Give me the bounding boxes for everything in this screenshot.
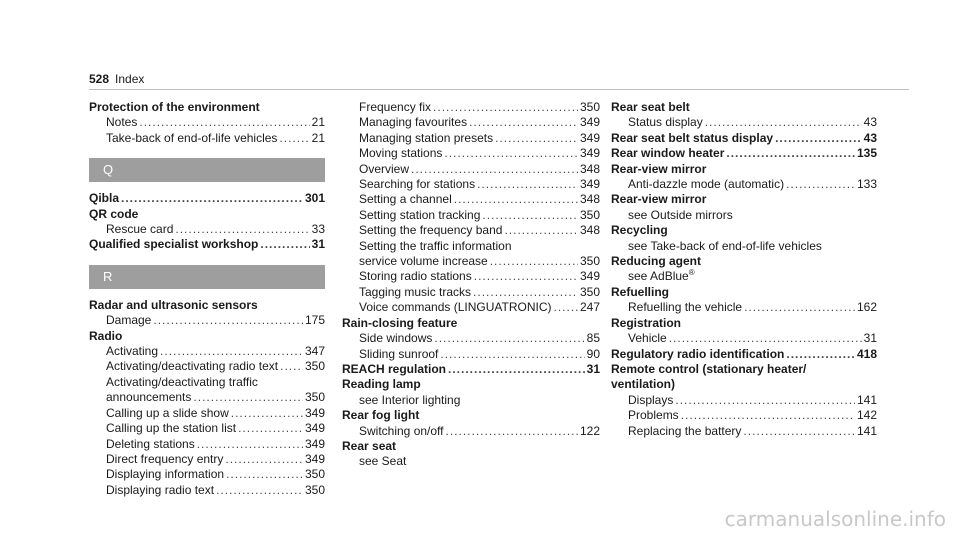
index-see-also — [611, 269, 877, 284]
page-reference[interactable]: 349 — [304, 405, 325, 420]
index-entry — [89, 222, 325, 237]
index-see-also — [342, 454, 600, 469]
dot-leader — [225, 452, 303, 467]
entry-text: Deleting stations — [106, 436, 195, 451]
dot-leader — [139, 115, 309, 130]
entry-text: Protection of the environment — [89, 100, 260, 114]
entry-text: Activating/deactivating traffic — [106, 374, 258, 389]
index-entry — [89, 115, 325, 130]
entry-text: Radar and ultrasonic sensors — [89, 297, 258, 312]
entry-text: Damage — [106, 313, 152, 328]
page-reference[interactable]: 350 — [304, 390, 325, 405]
index-see-also — [89, 375, 325, 390]
entry-text: see Take-back of end-of-life vehicles — [628, 238, 822, 253]
entry-text: see Interior lighting — [359, 392, 461, 407]
page-reference[interactable]: 350 — [304, 467, 325, 482]
index-column-2 — [342, 100, 600, 470]
index-entry — [89, 467, 325, 482]
dot-leader — [440, 347, 584, 362]
dot-leader — [444, 146, 578, 161]
entry-text: Setting a channel — [359, 192, 452, 207]
dot-leader — [280, 359, 303, 374]
index-entry — [89, 344, 325, 359]
entry-text: Setting station tracking — [359, 207, 481, 222]
index-entry — [611, 408, 877, 423]
entry-text: Frequency fix — [359, 100, 432, 114]
index-heading — [342, 316, 600, 331]
dot-leader — [744, 300, 855, 315]
watermark: carmanualsonline.info — [724, 507, 946, 531]
page-reference[interactable]: 350 — [579, 284, 600, 299]
index-heading-entry — [611, 131, 877, 146]
entry-text: see Seat — [359, 454, 407, 469]
entry-text: see Outside mirrors — [628, 207, 733, 222]
entry-text: Refuelling — [611, 284, 670, 299]
dot-leader — [473, 285, 578, 300]
section-title: Index — [115, 72, 145, 86]
entry-text: Vehicle — [628, 331, 667, 346]
entry-text: Storing radio stations — [359, 269, 472, 284]
page-reference[interactable]: 348 — [579, 161, 600, 176]
dot-leader — [474, 269, 578, 284]
entry-text: Sliding sunroof — [359, 346, 439, 361]
index-column-1 — [89, 100, 325, 498]
dot-leader — [231, 406, 303, 421]
index-see-also — [611, 239, 877, 254]
index-entry — [89, 131, 325, 146]
dot-leader — [726, 146, 855, 161]
entry-text: Notes — [106, 115, 138, 130]
page-reference[interactable]: 349 — [579, 146, 600, 161]
entry-text: Rear-view mirror — [611, 161, 707, 176]
page-reference[interactable]: 43 — [863, 130, 877, 145]
entry-text: Remote control (stationary heater/ — [611, 361, 807, 376]
dot-leader — [554, 300, 578, 315]
index-heading — [611, 254, 877, 269]
index-entry — [611, 424, 877, 439]
index-entry — [342, 223, 600, 238]
entry-text: Activating — [106, 344, 159, 359]
page-reference[interactable]: 162 — [856, 300, 877, 315]
entry-text: Overview — [359, 161, 410, 176]
entry-text: Rear seat belt status display — [611, 130, 774, 145]
entry-text: Regulatory radio identification — [611, 346, 785, 361]
index-entry — [342, 285, 600, 300]
entry-text: Radio — [89, 328, 123, 343]
index-entry — [342, 115, 600, 130]
index-entry — [342, 177, 600, 192]
page-reference[interactable]: 175 — [304, 313, 325, 328]
entry-text: Status display — [628, 115, 703, 130]
dot-leader — [193, 390, 303, 405]
entry-text: Recycling — [611, 223, 668, 238]
entry-text: see AdBlue — [628, 269, 689, 284]
entry-text: Displaying radio text — [106, 482, 215, 497]
index-heading — [611, 192, 877, 207]
index-entry — [342, 192, 600, 207]
entry-text: Rear window heater — [611, 146, 725, 161]
page-reference[interactable]: 21 — [311, 130, 325, 145]
index-entry — [89, 359, 325, 374]
index-entry — [89, 421, 325, 436]
dot-leader — [705, 115, 862, 130]
dot-leader — [433, 100, 578, 115]
page-reference[interactable]: 348 — [579, 192, 600, 207]
page-reference[interactable]: 141 — [856, 392, 877, 407]
page-reference[interactable]: 350 — [579, 100, 600, 114]
index-heading-entry — [611, 347, 877, 362]
entry-text: Take-back of end-of-life vehicles — [106, 130, 278, 145]
index-entry — [611, 115, 877, 130]
index-entry — [89, 406, 325, 421]
entry-text: ventilation) — [611, 377, 676, 392]
entry-text: Displays — [628, 392, 674, 407]
entry-text: Direct frequency entry — [106, 451, 224, 466]
page-reference[interactable]: 122 — [579, 423, 600, 438]
index-heading-entry — [89, 191, 325, 206]
dot-leader — [446, 424, 578, 439]
index-heading — [611, 223, 877, 238]
index-entry — [89, 390, 325, 405]
dot-leader — [434, 331, 584, 346]
page-reference[interactable]: 349 — [304, 436, 325, 451]
entry-text: Rear-view mirror — [611, 192, 707, 207]
page-reference[interactable]: 349 — [579, 115, 600, 130]
page-reference[interactable]: 349 — [579, 177, 600, 192]
index-heading — [89, 329, 325, 344]
entry-text: Voice commands (LINGUATRONIC) — [359, 300, 552, 315]
dot-leader — [175, 222, 309, 237]
page-reference[interactable]: 350 — [304, 359, 325, 374]
index-entry — [342, 347, 600, 362]
entry-text: Managing station presets — [359, 130, 494, 145]
dot-leader — [743, 424, 855, 439]
index-entry — [342, 331, 600, 346]
dot-leader — [469, 115, 578, 130]
index-entry — [89, 437, 325, 452]
index-see-also — [611, 208, 877, 223]
entry-text: Anti-dazzle mode (automatic) — [628, 177, 785, 192]
entry-text: Activating/deactivating radio text — [106, 359, 279, 374]
entry-text: Reducing agent — [611, 254, 702, 269]
index-entry — [342, 162, 600, 177]
entry-text: Rear fog light — [342, 408, 420, 423]
page-reference[interactable]: 31 — [586, 361, 600, 376]
index-heading — [342, 439, 600, 454]
dot-leader — [681, 408, 855, 423]
index-entry — [342, 131, 600, 146]
index-entry — [611, 177, 877, 192]
page-reference[interactable]: 31 — [311, 237, 325, 252]
entry-text: REACH regulation — [342, 361, 447, 376]
page-number: 528 — [89, 72, 110, 86]
entry-text: Qualified specialist workshop — [89, 237, 259, 252]
entry-text: Refuelling the vehicle — [628, 300, 743, 315]
entry-text: QR code — [89, 206, 139, 221]
index-column-3 — [611, 100, 877, 439]
index-entry — [342, 146, 600, 161]
entry-text: announcements — [106, 390, 192, 405]
entry-text: Displaying information — [106, 467, 225, 482]
entry-text: Searching for stations — [359, 177, 476, 192]
index-heading — [611, 377, 877, 392]
page-reference[interactable]: 348 — [579, 223, 600, 238]
index-entry — [342, 208, 600, 223]
dot-leader — [260, 237, 309, 252]
index-entry — [342, 269, 600, 284]
dot-leader — [786, 177, 855, 192]
entry-text: Reading lamp — [342, 377, 421, 392]
entry-text: Registration — [611, 315, 682, 330]
page-reference[interactable]: 247 — [579, 300, 600, 315]
dot-leader — [197, 437, 303, 452]
index-entry — [89, 313, 325, 328]
index-heading — [611, 100, 877, 115]
index-entry — [342, 424, 600, 439]
dot-leader — [160, 344, 303, 359]
entry-text: Qibla — [89, 191, 120, 206]
page-reference[interactable]: 133 — [856, 177, 877, 192]
page-reference[interactable]: 31 — [863, 331, 877, 346]
index-heading-entry — [611, 146, 877, 161]
page-reference[interactable]: 349 — [579, 269, 600, 284]
index-entry — [342, 300, 600, 315]
dot-leader — [238, 421, 303, 436]
dot-leader — [216, 483, 303, 498]
dot-leader — [504, 223, 578, 238]
index-heading — [611, 316, 877, 331]
entry-text: Rear seat — [342, 438, 397, 453]
registered-mark: ® — [688, 268, 695, 278]
entry-text: Rescue card — [106, 222, 174, 237]
dot-leader — [121, 191, 303, 206]
index-see-also — [342, 239, 600, 254]
page-reference[interactable]: 349 — [304, 451, 325, 466]
index-entry — [89, 483, 325, 498]
page-header — [89, 72, 144, 86]
page-reference[interactable]: 301 — [304, 191, 325, 206]
index-heading — [89, 298, 325, 313]
page-reference[interactable]: 85 — [586, 331, 600, 346]
dot-leader — [153, 313, 303, 328]
page-reference[interactable]: 350 — [304, 482, 325, 497]
entry-text: Problems — [628, 408, 679, 423]
index-heading-entry — [89, 237, 325, 252]
dot-leader — [490, 254, 578, 269]
page-reference[interactable]: 350 — [579, 207, 600, 222]
index-entry — [89, 452, 325, 467]
letter-heading: Q — [89, 158, 325, 182]
dot-leader — [454, 192, 578, 207]
page-reference[interactable]: 142 — [856, 408, 877, 423]
page-reference[interactable]: 21 — [311, 115, 325, 130]
entry-text: Managing favourites — [359, 115, 468, 130]
entry-text: service volume increase — [359, 254, 488, 269]
page-reference[interactable]: 135 — [856, 146, 877, 161]
dot-leader — [675, 393, 855, 408]
dot-leader — [669, 331, 862, 346]
page-reference[interactable]: 349 — [304, 421, 325, 436]
letter-heading: R — [89, 265, 325, 289]
index-see-also — [342, 393, 600, 408]
dot-leader — [786, 347, 855, 362]
index-entry — [342, 100, 600, 115]
dot-leader — [279, 131, 309, 146]
page-reference[interactable]: 33 — [311, 222, 325, 237]
entry-text: Setting the traffic information — [359, 238, 512, 253]
dot-leader — [411, 162, 578, 177]
entry-text: Tagging music tracks — [359, 284, 472, 299]
index-entry — [611, 331, 877, 346]
dot-leader — [226, 467, 303, 482]
index-heading — [342, 377, 600, 392]
index-heading — [342, 408, 600, 423]
index-heading — [89, 100, 325, 115]
entry-text: Side windows — [359, 331, 433, 346]
page-reference[interactable]: 418 — [856, 346, 877, 361]
dot-leader — [477, 177, 578, 192]
index-heading — [89, 207, 325, 222]
entry-text: Replacing the battery — [628, 423, 742, 438]
index-heading — [611, 285, 877, 300]
dot-leader — [448, 362, 585, 377]
header-rule — [89, 89, 909, 90]
index-entry — [342, 254, 600, 269]
entry-text: Switching on/off — [359, 423, 444, 438]
entry-text: Calling up a slide show — [106, 405, 229, 420]
page-reference[interactable]: 90 — [586, 346, 600, 361]
entry-text: Rain-closing feature — [342, 315, 458, 330]
index-heading — [611, 162, 877, 177]
index-entry — [611, 393, 877, 408]
page-reference[interactable]: 350 — [579, 254, 600, 269]
dot-leader — [482, 208, 578, 223]
index-heading — [611, 362, 877, 377]
entry-text: Moving stations — [359, 146, 443, 161]
page-reference[interactable]: 43 — [863, 115, 877, 130]
dot-leader — [775, 131, 862, 146]
page-reference[interactable]: 349 — [579, 130, 600, 145]
index-entry — [611, 300, 877, 315]
index-heading-entry — [342, 362, 600, 377]
entry-text: Setting the frequency band — [359, 223, 503, 238]
dot-leader — [495, 131, 578, 146]
entry-text: Calling up the station list — [106, 421, 237, 436]
page-reference[interactable]: 347 — [304, 344, 325, 359]
page-reference[interactable]: 141 — [856, 423, 877, 438]
entry-text: Rear seat belt — [611, 100, 690, 114]
